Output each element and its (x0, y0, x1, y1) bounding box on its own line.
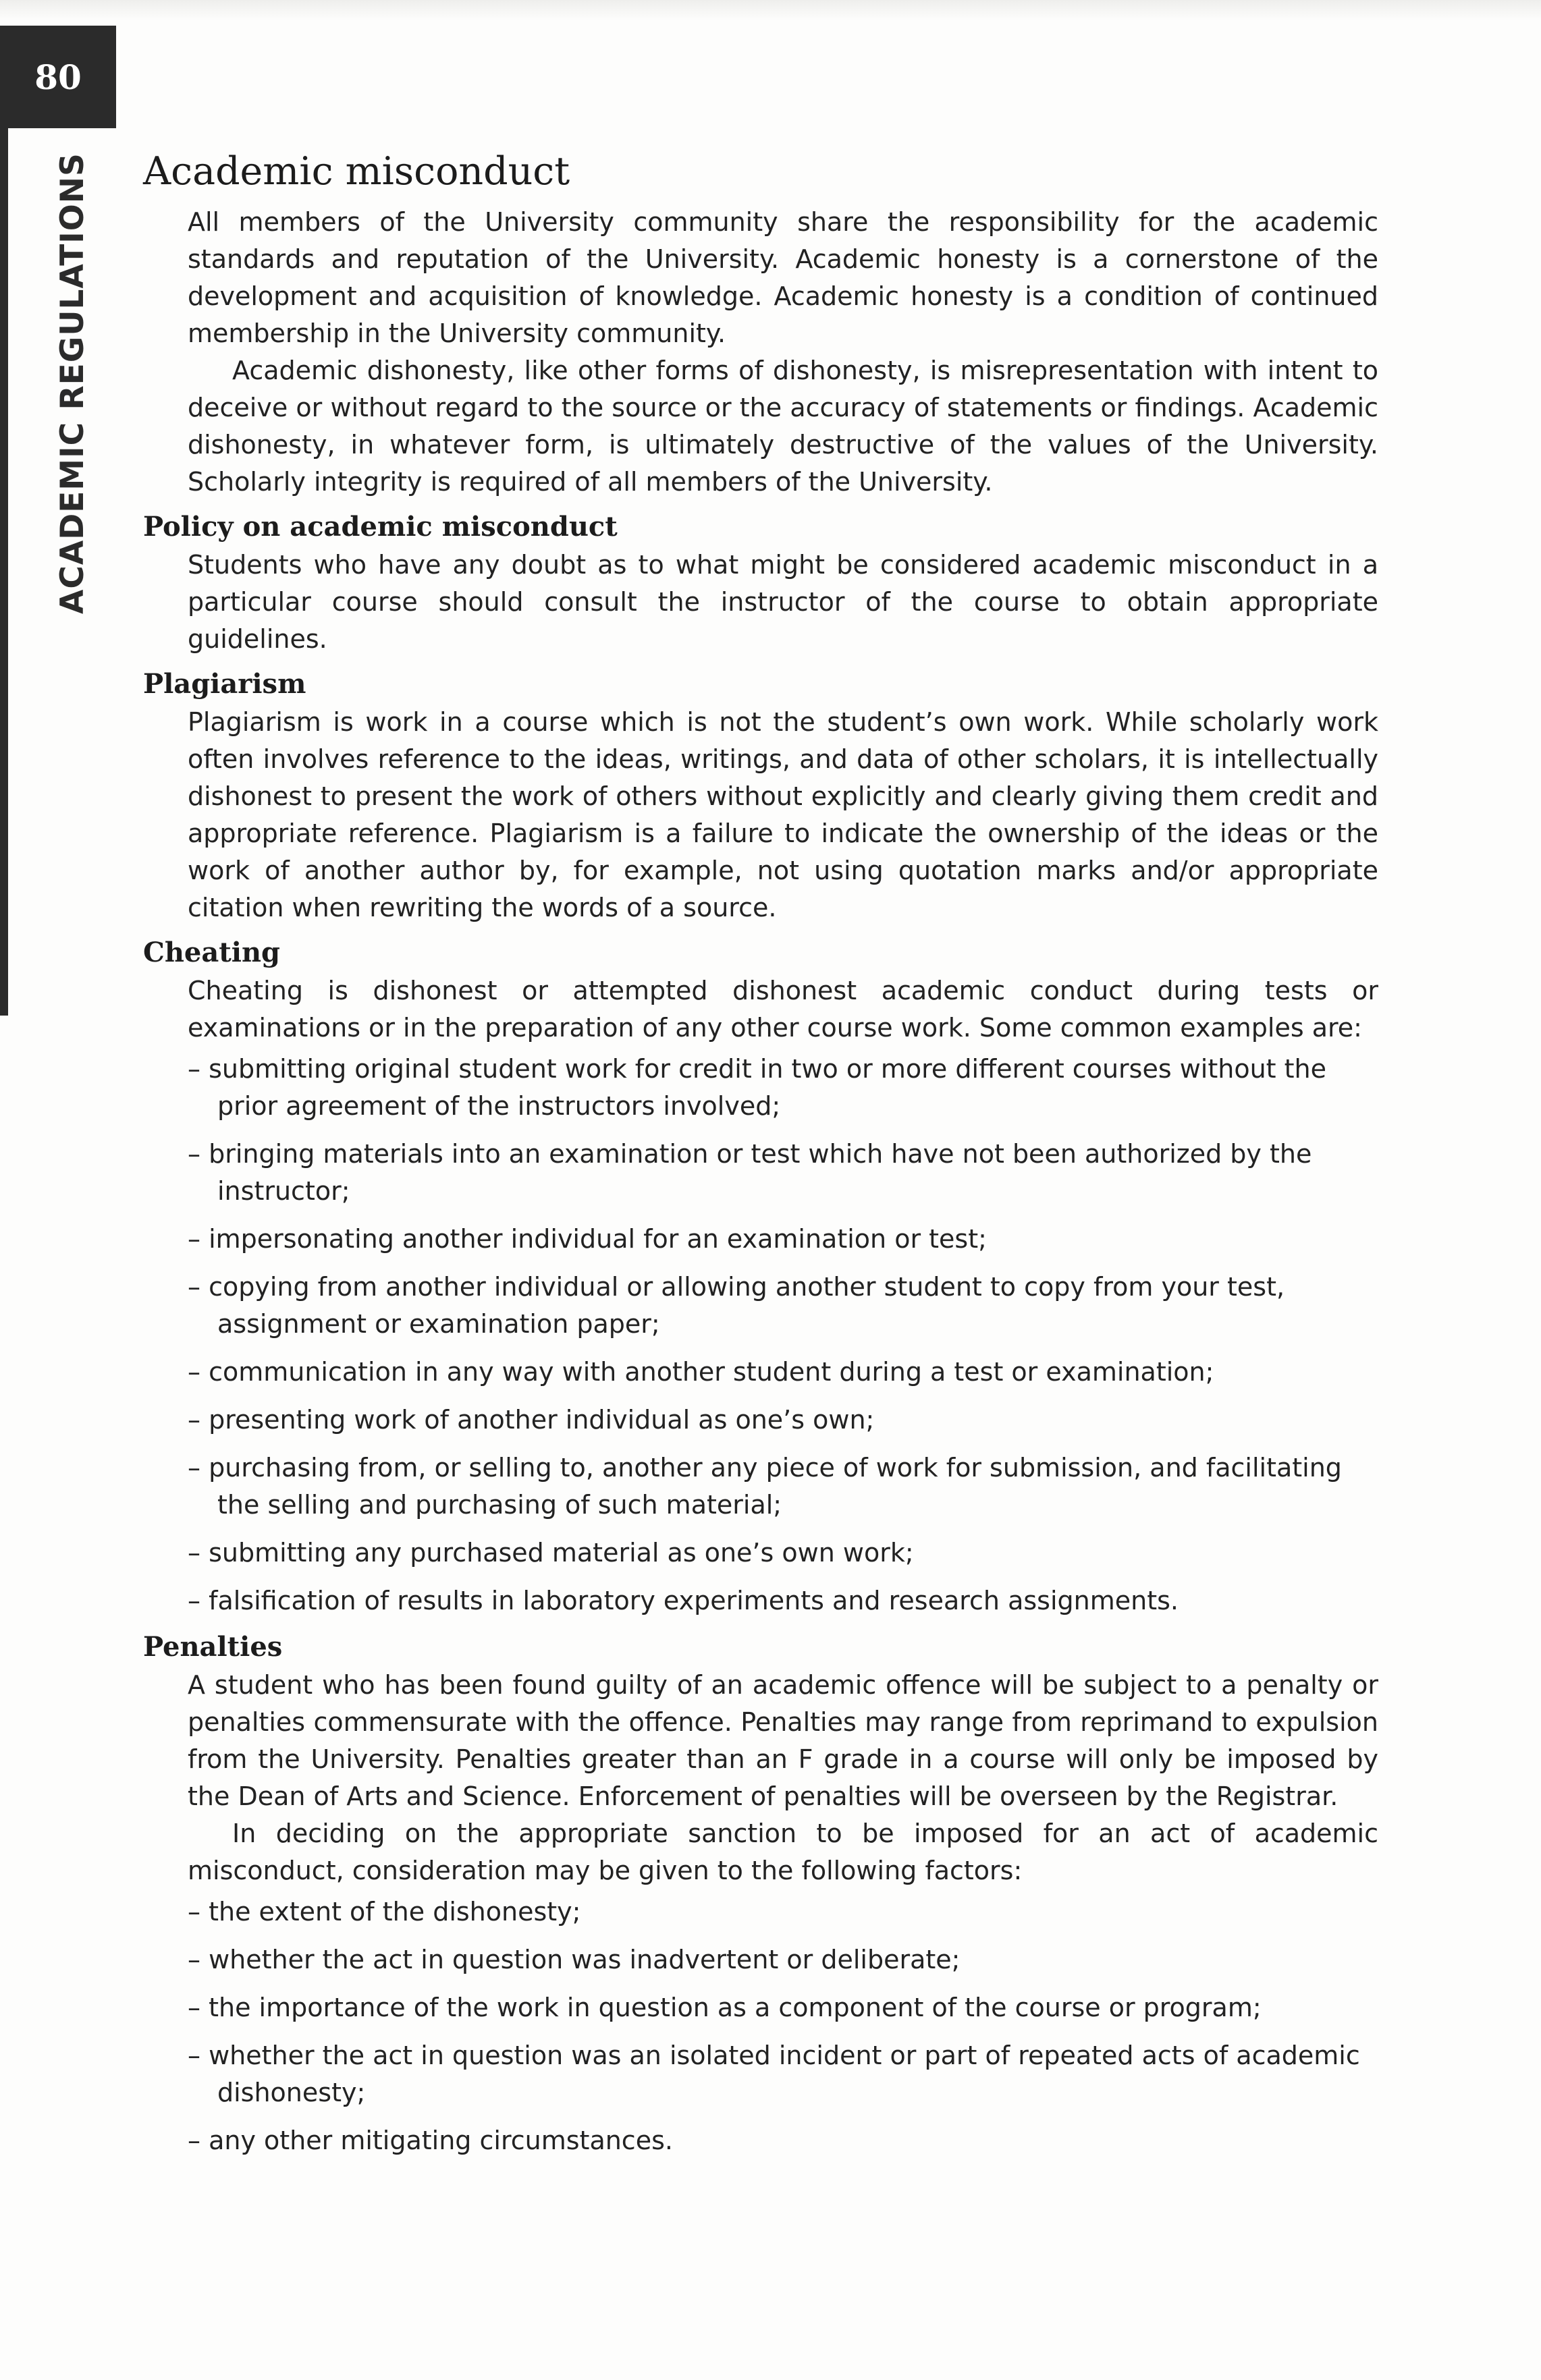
section-heading-penalties: Penalties (143, 1630, 283, 1663)
page-title: Academic misconduct (143, 149, 570, 194)
policy-paragraph: Students who have any doubt as to what might be considered academic misconduct in a particular course should consult the instructor of the course to obtain appropriate guidelines. (188, 549, 1378, 654)
list-item: – the extent of the dishonesty; (188, 1896, 581, 1927)
policy-section (188, 547, 1378, 658)
penalties-paragraph: A student who has been found guilty of an academic offence will be subject to a penalty or penalties commensurate with the offence. Penalties may range from reprimand to expulsion from the University. Penalties greater than an F grade in a course will only be imposed by the Dean of Arts and Science. Enforcement of penalties will be overseen by the Registrar. (188, 1669, 1378, 1811)
list-item: – bringing materials into an examination or test which have not been authorized by the instructor; (188, 1138, 1312, 1206)
list-item: – impersonating another individual for an examination or test; (188, 1223, 987, 1254)
list-item: – whether the act in question was an isolated incident or part of repeated acts of academic dishonesty; (188, 2040, 1360, 2107)
list-item: – falsification of results in laboratory experiments and research assignments. (188, 1585, 1179, 1615)
cheating-paragraph: Cheating is dishonest or attempted dishonest academic conduct during tests or examinations or in the preparation of any other course work. Some common examples are: (188, 975, 1378, 1043)
page-content (143, 150, 1378, 2170)
list-item: – presenting work of another individual as one’s own; (188, 1404, 875, 1435)
penalties-section (188, 1667, 1378, 2159)
list-item: – copying from another individual or allowing another student to copy from your test, assignment or examination paper; (188, 1271, 1285, 1339)
cheating-examples-list (188, 1051, 1378, 1620)
list-item: – purchasing from, or selling to, another any piece of work for submission, and facilitating the selling and purchasing of such material; (188, 1452, 1342, 1520)
page-top-edge (0, 0, 1541, 20)
plagiarism-section (188, 704, 1378, 926)
penalties-factors-list (188, 1893, 1378, 2159)
list-item: – submitting original student work for credit in two or more different courses without the prior agreement of the instructors involved; (188, 1053, 1326, 1121)
side-tab-bar (0, 128, 8, 1016)
intro-paragraph: Academic dishonesty, like other forms of dishonesty, is misrepresentation with intent to deceive or without regard to the source or the accuracy of statements or findings. Academic dishonesty, in whatever form, is ultimately destructive of the values of the University. Scholarly integrity is required of all members of the University. (188, 355, 1378, 497)
section-heading-plagiarism: Plagiarism (143, 667, 306, 700)
list-item: – communication in any way with another student during a test or examination; (188, 1356, 1214, 1387)
list-item: – whether the act in question was inadvertent or deliberate; (188, 1944, 961, 1974)
list-item: – the importance of the work in question as a component of the course or program; (188, 1992, 1262, 2022)
list-item: – submitting any purchased material as one’s own work; (188, 1537, 914, 1568)
list-item: – any other mitigating circumstances. (188, 2125, 673, 2155)
section-heading-cheating: Cheating (143, 936, 281, 968)
page-number: 80 (0, 26, 116, 128)
cheating-section (188, 972, 1378, 1620)
intro-section (188, 204, 1378, 501)
plagiarism-paragraph: Plagiarism is work in a course which is not the student’s own work. While scholarly work often involves reference to the ideas, writings, and data of other scholars, it is intellectually dishonest to present the work of others without explicitly and clearly giving them credit and appropriate reference. Plagiarism is a failure to indicate the ownership of the ideas or the work of another author by, for example, not using quotation marks and/or appropriate citation when rewriting the words of a source. (188, 707, 1378, 922)
intro-paragraph: All members of the University community share the responsibility for the academic standards and reputation of the University. Academic honesty is a cornerstone of the development and acquisition of knowledge. Academic honesty is a condition of continued membership in the University community. (188, 206, 1378, 348)
side-tab-label: ACADEMIC REGULATIONS (54, 153, 91, 614)
section-heading-policy: Policy on academic misconduct (143, 510, 618, 543)
penalties-paragraph: In deciding on the appropriate sanction to be imposed for an act of academic misconduct, consideration may be given to the following factors: (188, 1818, 1378, 1885)
